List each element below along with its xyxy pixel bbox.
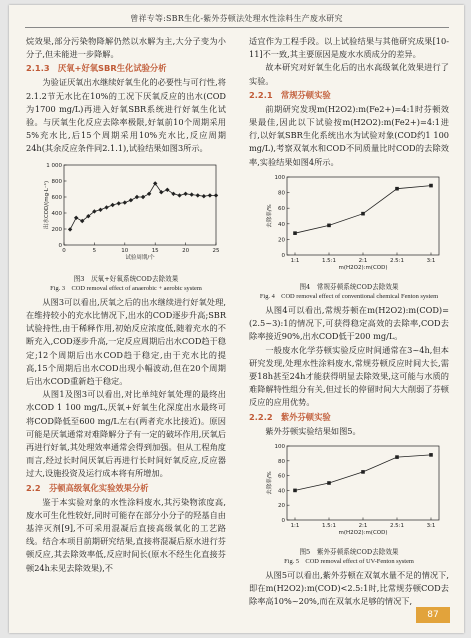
y-tick-label: 40 (278, 221, 285, 228)
paragraph: 从图5可以看出,紫外芬顿在双氧水量不足的情况下,即在m(H2O2):m(COD)<2.5:1时,比常规芬顿COD去除率高10%~20%,而在双氧水足够的情况下, (249, 570, 449, 607)
y-tick-label: 600 (51, 194, 62, 201)
y-tick-label: 0 (281, 517, 285, 524)
paragraph: 故本研究对好氧生化后的出水高级氧化效果进行了实验。 (249, 62, 449, 86)
figure-4 (249, 171, 449, 301)
data-point (171, 191, 175, 195)
data-point (189, 192, 193, 196)
data-point (117, 201, 121, 205)
section-heading: 2.2.1 常规芬顿实验 (249, 89, 331, 100)
figure-caption: 图4 常规芬顿系统COD去除效果 (299, 283, 399, 292)
y-tick-label: 80 (278, 190, 285, 197)
y-tick-label: 60 (278, 473, 285, 480)
data-point (214, 193, 218, 197)
paragraph: 鉴于本实验对象的水性涂料废水,其污染物浓度高,废水可生化性较好,同时可能存在部分小分子的羟基自由基淬灭剂[9],不可采用混凝后直接高级氧化的工艺路线。结合本项目前期研究结果,直接将混凝后原水进行芬顿反应,其去除效率低,反应时间长(原水不经生化直接芬顿24h未见去除效果),不 (26, 496, 226, 573)
figure-caption-en: Fig. 5 COD removal effect of UV-Fenton system (284, 558, 414, 566)
left-column (26, 35, 226, 575)
section-heading: 2.2 芬顿高级氧化实验效果分析 (26, 482, 149, 493)
plot-frame (287, 446, 439, 520)
x-tick-label: 1:1 (290, 522, 300, 529)
y-tick-label: 100 (274, 443, 285, 450)
figure-caption: 图3 厌氧+好氧系统COD去除效果 (73, 274, 179, 283)
x-tick-label: 2:1 (358, 257, 368, 264)
plot-frame (64, 165, 216, 245)
x-tick-label: 25 (212, 247, 220, 254)
y-axis-label: 出水COD/(mg·L⁻¹) (44, 180, 50, 229)
x-tick-label: 20 (182, 247, 190, 254)
section-heading: 2.1.3 厌氧+好氧SBR生化试验分析 (26, 63, 167, 74)
data-point (147, 191, 151, 195)
paragraph: 适宜作为工程手段。以上试验结果与其他研究成果[10-11]不一致,其主要原因是废水水质成分的差异。 (249, 36, 449, 60)
header-rule (25, 27, 449, 28)
x-tick-label: 10 (121, 247, 129, 254)
x-tick-label: 5 (92, 247, 97, 254)
data-point (293, 488, 297, 492)
paragraph: 从图4可以看出,常规芬顿在m(H2O2):m(COD)=(2.5~3):1的情况下,可获得稳定高效的去除率,COD去除率接近90%,出水COD低于200 mg/L。 (249, 305, 449, 342)
data-point (74, 215, 78, 219)
y-axis-label: 去除率/% (267, 471, 273, 495)
y-tick-label: 80 (278, 458, 285, 465)
y-tick-label: 20 (278, 237, 285, 244)
x-tick-label: 1.5:1 (321, 257, 337, 264)
y-tick-label: 20 (278, 503, 285, 510)
x-tick-label: 1:1 (290, 257, 300, 264)
data-point (104, 205, 108, 209)
figure-5-chart (249, 440, 449, 544)
paragraph: 烷效果,部分污染物降解仍然以水解为主,大分子变为小分子,但未能进一步降解。 (26, 36, 226, 60)
right-column (249, 35, 449, 609)
data-point (177, 193, 181, 197)
figure-3 (26, 159, 226, 293)
x-tick-label: 0 (62, 247, 66, 254)
section-heading: 2.2.2 紫外芬顿实验 (249, 411, 331, 422)
data-line (295, 185, 431, 233)
data-point (395, 455, 399, 459)
x-tick-label: 2:1 (358, 522, 368, 529)
y-tick-label: 200 (51, 226, 62, 233)
x-tick-label: 15 (151, 247, 159, 254)
y-tick-label: 0 (58, 242, 62, 249)
data-point (361, 212, 365, 216)
y-tick-label: 60 (278, 206, 285, 213)
data-point (159, 190, 163, 194)
y-tick-label: 40 (278, 488, 285, 495)
x-tick-label: 3:1 (426, 257, 436, 264)
x-tick-label: 3:1 (426, 522, 436, 529)
data-point (395, 187, 399, 191)
data-point (165, 187, 169, 191)
y-tick-label: 400 (51, 210, 62, 217)
paragraph: 从图1及图3可以看出,对比单纯好氧处理的最终出水COD 1 100 mg/L,厌氧+好氧生化深度出水最终可将COD降低至600 mg/L左右(两者充水比接近)。原因可能是厌氧通常对难降解分子有一定的破坏作用,厌氧后再进行好氧,其处理效率通常会得到加强。但从工程角度而言,经过长时间厌氧后再进行长时间好氧反应,反应器过大,设施投资及运行成本将有所增加。 (26, 389, 226, 479)
journal-page (9, 5, 464, 633)
data-point (68, 227, 72, 231)
data-point (196, 193, 200, 197)
data-point (98, 207, 102, 211)
figure-caption-en: Fig. 3 COD removal effect of anaerobic + aerobic system (50, 284, 202, 292)
plot-frame (287, 177, 439, 255)
figure-4-chart (249, 171, 449, 279)
x-tick-label: 1.5:1 (321, 522, 337, 529)
figure-5 (249, 440, 449, 566)
paragraph: 紫外芬顿实验结果如图5。 (265, 425, 361, 436)
x-tick-label: 2.5:1 (389, 522, 405, 529)
data-point (208, 193, 212, 197)
figure-3-chart (26, 159, 226, 271)
y-tick-label: 800 (51, 178, 62, 185)
data-point (110, 202, 114, 206)
x-axis-label: m(H2O2):m(COD) (338, 529, 388, 536)
x-axis-label: 试验周期/个 (125, 254, 155, 261)
x-tick-label: 2.5:1 (389, 257, 405, 264)
y-tick-label: 100 (274, 174, 285, 181)
paragraph: 一般废水化学芬顿实验反应时间通常在3~4h,但本研究发现,处理水性涂料废水,常规芬顿反应时间大长,需要18h甚至24h才能获得明显去除效果,这可能与水质的难降解特性组分有关,但过长的停留时间大大削弱了芬顿反应的应用优势。 (249, 344, 449, 408)
page-number: 87 (416, 607, 450, 623)
data-point (141, 194, 145, 198)
running-header: 曾祥专等:SBR生化-紫外芬顿法处理水性涂料生产废水研究 (130, 14, 343, 23)
figure-caption-en: Fig. 4 COD removal effect of conventional chemical Fenton system (259, 293, 439, 301)
figure-caption: 图5 紫外芬顿系统COD去除效果 (299, 548, 399, 557)
data-point (327, 481, 331, 485)
data-point (129, 198, 133, 202)
data-point (327, 223, 331, 227)
data-point (123, 200, 127, 204)
data-line (70, 183, 216, 229)
data-point (135, 194, 139, 198)
y-tick-label: 1 000 (46, 162, 62, 169)
paragraph: 前期研究发现m(H2O2):m(Fe2+)=4:1时芬顿效果最佳,因此以下试验按m(H2O2):m(Fe2+)=4:1进行,以好氧SBR生化系统出水为试验对象(COD约1 100 mg/L),考察双氧水和COD不同质量比时COD的去除效率,实验结果如图4所示。 (249, 103, 449, 167)
data-point (429, 184, 433, 188)
y-axis-label: 去除率/% (267, 204, 273, 228)
y-tick-label: 0 (281, 252, 285, 259)
data-point (293, 231, 297, 235)
data-point (183, 191, 187, 195)
paragraph: 为验证厌氧出水继续好氧生化的必要性与可行性,将2.1.2节无水比在10%的工况下厌氧反应的出水(COD为1700 mg/L)再进入好氧SBR系统进行好氧生化试验。与厌氧生化反应去除率极限,好氧前10个周期采用5%充水比,后15个周期采用10%充水比,反应周期24h(其余反应条件同2.1.1),试验结果如图3所示。 (26, 77, 226, 154)
paragraph: 从图3可以看出,厌氧之后的出水继续进行好氧处理,在维持较小的充水比情况下,出水的COD逐步升高;SBR试验持性,由于稀释作用,初始反应浓度低,随着充水的不断充入,COD逐步升高,一定反应周期后出水COD趋于稳定;12个周期后出水COD趋于稳定,由于充水比的提高,15个周期后出水COD出现小幅波动,但在20个周期后出水COD重新趋于稳定。 (26, 296, 226, 387)
data-point (429, 453, 433, 457)
data-point (202, 194, 206, 198)
x-axis-label: m(H2O2):m(COD) (338, 264, 388, 271)
data-point (361, 470, 365, 474)
